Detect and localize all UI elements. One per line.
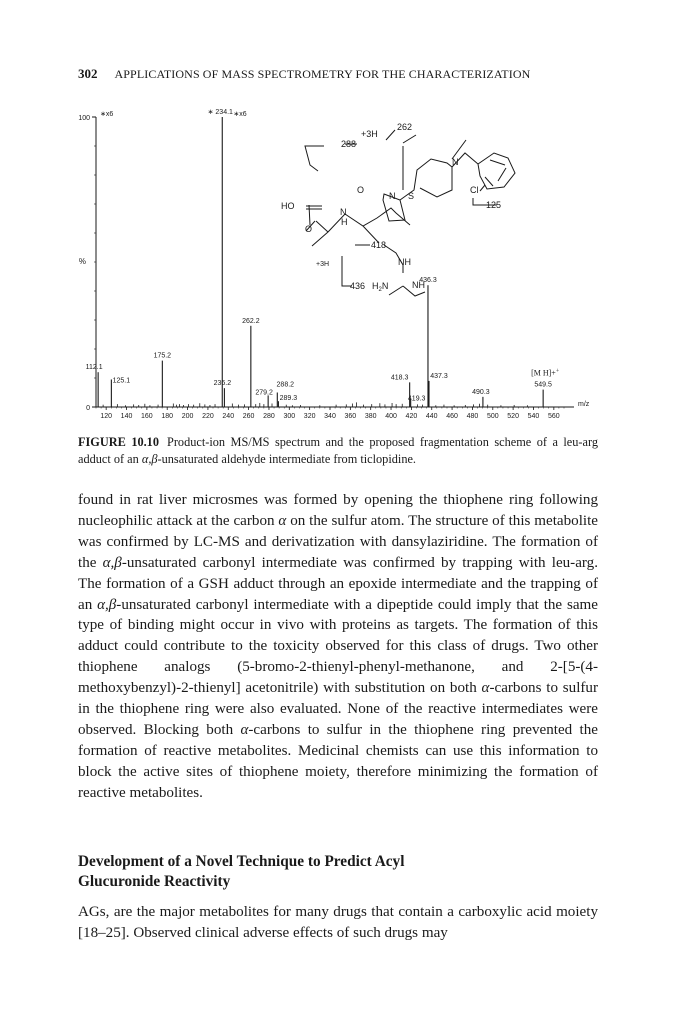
x-axis-label: m/z (578, 401, 590, 408)
frag-418: 418 (371, 240, 387, 250)
p1-seg: -unsaturated carbonyl intermediate with a dipeptide could imply that the same type of binding might occur in vivo with proteins as targets. The formation of this adduct could contribute to the toxicity observed for this class of drugs. Two other thiophene analogs (5-bromo-2-thienyl-phenyl-methanone, and 2-[5-(4-methoxybenzyl)-2-thienyl] acetonitrile) with substitution on both (78, 596, 598, 697)
peak-label: 112.1 (85, 364, 103, 372)
paragraph-body (78, 490, 598, 804)
label-h2n: $H_2N$ (372, 281, 389, 293)
caption-text-post: -unsaturated aldehyde intermediate from ticlopidine. (157, 452, 416, 466)
x-tick-label: 280 (263, 413, 275, 420)
x-tick-label: 180 (161, 413, 174, 420)
x-tick-label: 200 (181, 413, 194, 420)
page-number: 302 (78, 66, 98, 81)
x-tick-label: 420 (405, 413, 418, 420)
peak-label: 236.2 (213, 380, 232, 388)
x-tick-label: 520 (507, 413, 519, 420)
peak-label: 490.3 (472, 388, 490, 396)
label-nh-2: NH (412, 280, 425, 290)
running-title: APPLICATIONS OF MASS SPECTROMETRY FOR THE CHARACTERIZATION (114, 67, 531, 81)
figure-spectrum (0, 95, 678, 425)
x-tick-label: 380 (364, 413, 377, 420)
label-ho: HO (281, 201, 295, 211)
label-n-pip: N (452, 157, 459, 167)
caption-text-pre: Product-ion MS/MS spectrum and the proposed fragmentation scheme of a leu-arg adduct of an (78, 435, 598, 466)
label-cl: Cl (470, 185, 479, 195)
label-n-amide: N (340, 207, 347, 217)
p1-greek: α,β (102, 554, 122, 571)
fragmentation-structure (305, 130, 515, 296)
x-tick-label: 240 (222, 413, 235, 420)
y-tick-label: 100 (78, 115, 90, 122)
x-tick-label: 220 (202, 413, 214, 420)
caption-greek: α,β (141, 452, 158, 466)
x-tick-label: 540 (527, 413, 540, 420)
x-tick-label: 560 (547, 413, 560, 420)
y-axis-label: % (78, 257, 86, 266)
x-tick-label: 160 (141, 413, 153, 420)
x-tick-label: 340 (324, 413, 336, 420)
peak-label: 125.1 (112, 377, 131, 385)
p1-greek: α (278, 512, 287, 529)
section-heading (78, 852, 598, 892)
peak-label: 436.3 (419, 277, 437, 285)
frag-3h-top: +3H (361, 129, 378, 139)
peak-label: 549.5 (534, 381, 552, 389)
paragraph-2: AGs, are the major metabolites for many drugs that contain a carboxylic acid moiety [18–25]. Observed clinical adverse effects of such drugs may (78, 904, 598, 941)
p1-seg: -carbons to sulfur in the thiophene ring prevented the formation of reactive metabolites. Medicinal chemists can use this information to block the active sites of thiophene moiety, therefore minimizing the formation of reactive metabolites. (78, 721, 598, 801)
p1-greek: α,β (97, 596, 117, 613)
running-header (78, 66, 598, 82)
scale-marker: ∗x6 (233, 111, 247, 118)
figure-caption (78, 434, 598, 468)
paragraph-body-2 (78, 902, 598, 944)
p1-seg: found in rat liver microsmes was formed by opening the thiophene ring following nucleophilic attack at the carbon (78, 492, 598, 529)
p1-greek: α (240, 721, 249, 738)
label-h2n-sub: 2 (378, 287, 382, 293)
section-heading-line2: Glucuronide Reactivity (78, 873, 231, 890)
peak-label: 175.2 (153, 352, 172, 360)
peak-label: 289.3 (279, 395, 298, 403)
x-tick-label: 320 (303, 413, 316, 420)
peak-label: 437.3 (430, 372, 448, 380)
section-heading-line1: Development of a Novel Technique to Predict Acyl (78, 853, 405, 870)
paragraph-1 (78, 490, 598, 804)
x-tick-label: 500 (486, 413, 499, 420)
adduct-charge: + (555, 368, 560, 375)
x-tick-label: 480 (466, 413, 479, 420)
x-tick-label: 440 (425, 413, 438, 420)
peak-label: 288.2 (276, 381, 295, 389)
label-n-ring: N (389, 191, 396, 201)
adduct-label: [M H]++ (531, 368, 560, 378)
p1-seg: -carbons to sulfur in the thiophene ring were also evaluated. None of the reactive intermediates were observed. Blocking both (78, 680, 599, 738)
frag-262: 262 (397, 122, 413, 132)
y-tick-label: 0 (86, 405, 90, 412)
peak-label: 262.2 (242, 317, 260, 325)
peak-label: ∗ 234.1 (207, 109, 233, 116)
label-nh-1: NH (398, 257, 411, 267)
x-tick-label: 400 (385, 413, 397, 420)
x-tick-label: 260 (242, 413, 255, 420)
x-tick-label: 140 (120, 413, 133, 420)
frag-288: 288 (341, 139, 357, 149)
peak-label: 419.3 (407, 395, 426, 403)
x-tick-label: 360 (344, 413, 357, 420)
peak-label: 418.3 (390, 374, 409, 382)
label-h2n-n: N (381, 281, 389, 291)
x-tick-label: 120 (100, 413, 113, 420)
label-s-ring: S (408, 191, 415, 201)
figure-label: FIGURE 10.10 (78, 435, 159, 449)
frag-436: 436 (350, 281, 366, 291)
x-tick-label: 460 (446, 413, 458, 420)
label-h-amide: H (341, 217, 348, 227)
x-tick-label: 300 (283, 413, 296, 420)
p1-greek: α (481, 680, 490, 697)
p1-seg: on the sulfur atom. The structure of this metabolite was confirmed by LC-MS and derivatization with dansylaziridine. The formation of the (78, 512, 598, 571)
p1-seg: -unsaturated carbonyl intermediate was confirmed by trapping with leu-arg. The formation of a GSH adduct through an epoxide intermediate and the trapping of an (78, 554, 598, 613)
frag-3h-side: +3H (316, 261, 330, 268)
label-o-bottom: O (305, 224, 313, 234)
peak-label: 279.2 (255, 389, 273, 397)
scale-marker: ∗x6 (100, 111, 114, 118)
frag-125: 125 (486, 200, 502, 210)
label-o-top: O (357, 185, 365, 195)
